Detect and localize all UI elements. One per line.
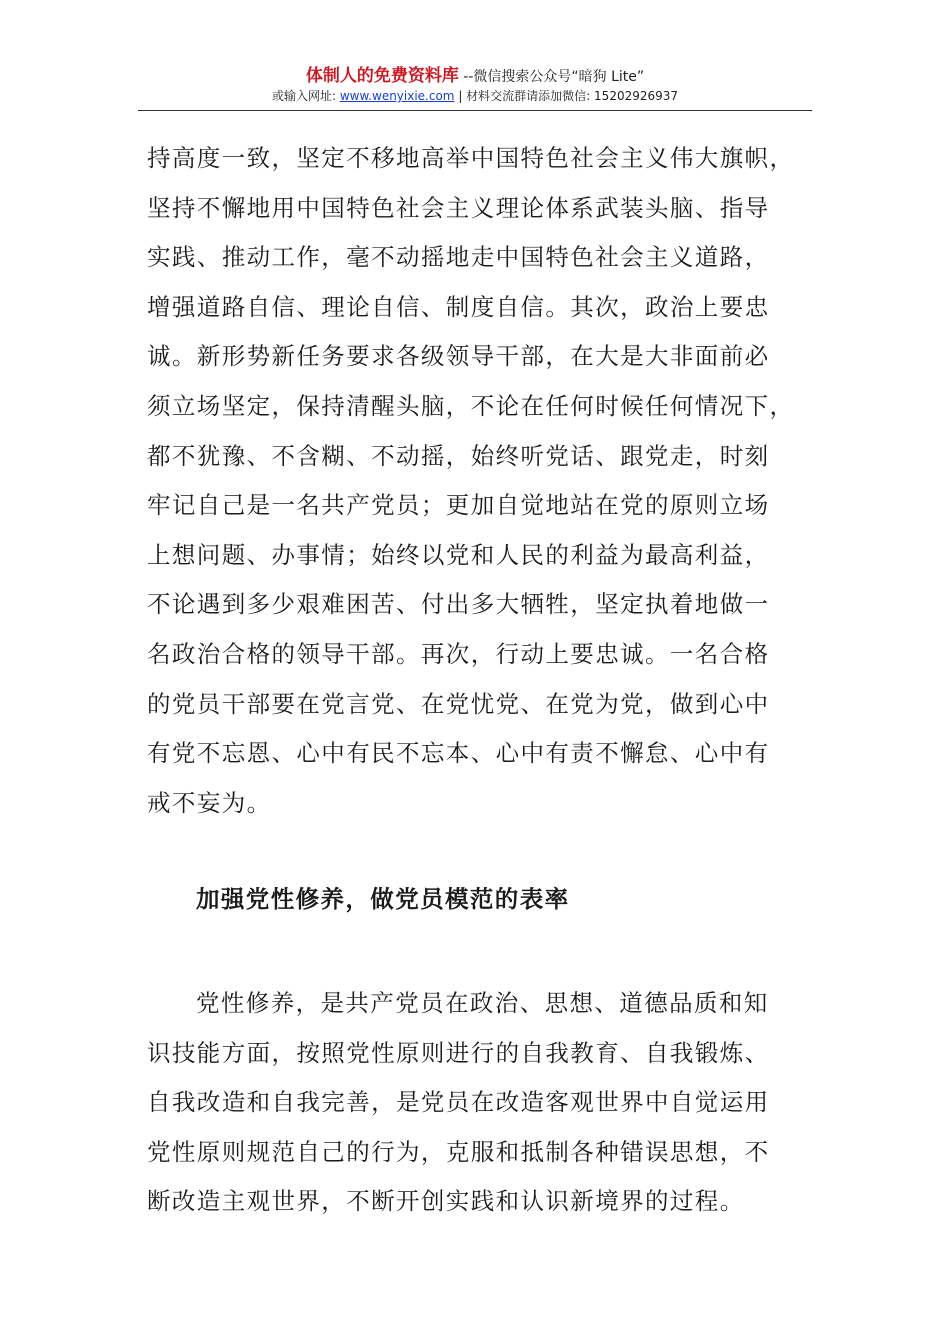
paragraph-1-line: 有党不忘恩、心中有民不忘本、心中有责不懈怠、心中有 bbox=[147, 739, 770, 768]
paragraph-2-line: 党性修养，是共产党员在政治、思想、道德品质和知 bbox=[196, 989, 769, 1017]
header-url-prefix: 或输入网址: bbox=[271, 89, 337, 103]
paragraph-1-line: 都不犹豫、不含糊、不动摇，始终听党话、跟党走，时刻 bbox=[147, 441, 770, 470]
paragraph-1-line: 牢记自己是一名共产党员；更加自觉地站在党的原则立场 bbox=[147, 491, 770, 520]
paragraph-1-line: 持高度一致，坚定不移地高举中国特色社会主义伟大旗帜， bbox=[147, 144, 795, 172]
paragraph-2-line: 自我改造和自我完善，是党员在改造客观世界中自觉运用 bbox=[147, 1088, 770, 1117]
header-tagline: --微信搜索公众号“暗狗 Lite” bbox=[463, 69, 645, 85]
paragraph-2-line: 识技能方面，按照党性原则进行的自我教育、自我锻炼、 bbox=[147, 1038, 770, 1067]
paragraph-1-line: 名政治合格的领导干部。再次，行动上要忠诚。一名合格 bbox=[147, 639, 770, 668]
header-divider bbox=[138, 110, 812, 111]
paragraph-1-line: 戒不妄为。 bbox=[147, 788, 272, 817]
paragraph-1-line: 实践、推动工作，毫不动摇地走中国特色社会主义道路， bbox=[147, 243, 770, 272]
paragraph-1-line: 上想问题、办事情；始终以党和人民的利益为最高利益， bbox=[147, 540, 770, 569]
paragraph-1-line: 坚持不懈地用中国特色社会主义理论体系武装头脑、指导 bbox=[147, 193, 770, 222]
header-url-link[interactable]: www.wenyixie.com bbox=[339, 89, 455, 103]
paragraph-1-line: 增强道路自信、理论自信、制度自信。其次，政治上要忠 bbox=[147, 292, 770, 321]
paragraph-2-line: 党性原则规范自己的行为，克服和抵制各种错误思想，不 bbox=[147, 1137, 770, 1166]
header-contact-line bbox=[0, 87, 950, 105]
paragraph-2 bbox=[147, 979, 807, 1227]
paragraph-1-line: 不论遇到多少艰难困苦、付出多大牺牲，坚定执着地做一 bbox=[147, 590, 770, 619]
page-header bbox=[0, 66, 950, 105]
paragraph-1-line: 的党员干部要在党言党、在党忧党、在党为党，做到心中 bbox=[147, 689, 770, 718]
paragraph-1 bbox=[147, 134, 807, 828]
paragraph-2-line: 断改造主观世界，不断开创实践和认识新境界的过程。 bbox=[147, 1187, 745, 1216]
header-brand-line bbox=[0, 66, 950, 87]
paragraph-1-line: 须立场坚定，保持清醒头脑，不论在任何时候任何情况下， bbox=[147, 391, 795, 420]
section-heading: 加强党性修养，做党员模范的表率 bbox=[196, 885, 570, 913]
header-brand: 体制人的免费资料库 bbox=[305, 66, 459, 86]
paragraph-1-line: 诚。新形势新任务要求各级领导干部，在大是大非面前必 bbox=[147, 342, 770, 371]
header-contact: | 材料交流群请添加微信: 15202926937 bbox=[458, 89, 679, 103]
